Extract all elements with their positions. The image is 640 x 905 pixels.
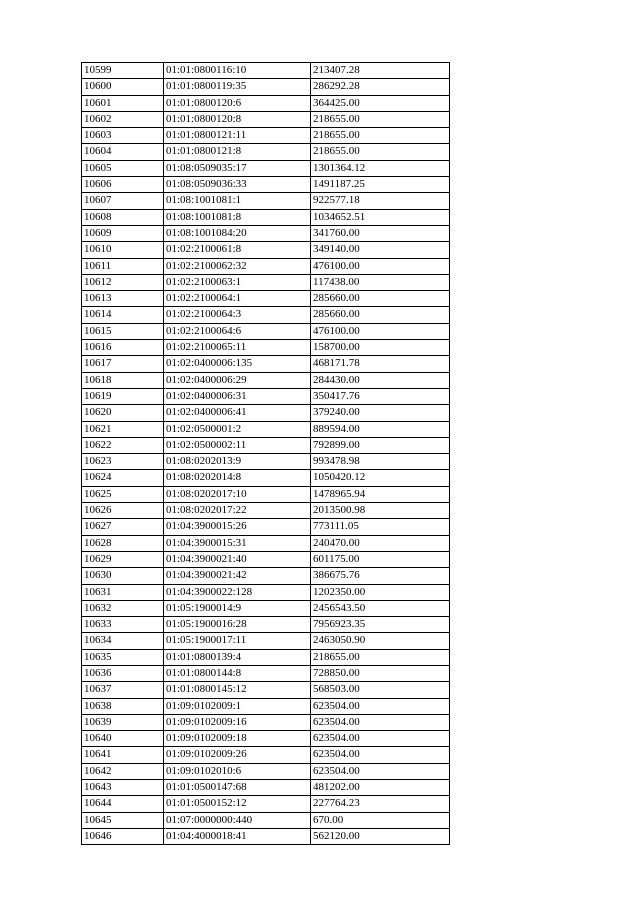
table-row: [82, 242, 450, 258]
cadastral-number-cell: 01:02:2100064:6: [164, 323, 311, 339]
value-cell: 2456543.50: [311, 600, 450, 616]
row-number-cell: 10639: [82, 714, 164, 730]
table-row: [82, 274, 450, 290]
cadastral-number-cell: 01:02:0500002:11: [164, 437, 311, 453]
value-cell: 349140.00: [311, 242, 450, 258]
cadastral-number-cell: 01:04:3900015:31: [164, 535, 311, 551]
cadastral-number-cell: 01:08:0202017:22: [164, 503, 311, 519]
cadastral-number-cell: 01:01:0800120:8: [164, 111, 311, 127]
table-row: [82, 307, 450, 323]
value-cell: 158700.00: [311, 340, 450, 356]
row-number-cell: 10638: [82, 698, 164, 714]
value-cell: 623504.00: [311, 747, 450, 763]
cadastral-number-cell: 01:02:0400006:41: [164, 405, 311, 421]
value-cell: 1301364.12: [311, 160, 450, 176]
value-cell: 476100.00: [311, 258, 450, 274]
row-number-cell: 10625: [82, 486, 164, 502]
table-row: [82, 486, 450, 502]
row-number-cell: 10644: [82, 796, 164, 812]
cadastral-number-cell: 01:08:1001084:20: [164, 225, 311, 241]
table-row: [82, 177, 450, 193]
table-row: [82, 600, 450, 616]
row-number-cell: 10631: [82, 584, 164, 600]
cadastral-number-cell: 01:04:4000018:41: [164, 828, 311, 844]
cadastral-number-cell: 01:02:2100061:8: [164, 242, 311, 258]
row-number-cell: 10606: [82, 177, 164, 193]
row-number-cell: 10628: [82, 535, 164, 551]
table-row: [82, 356, 450, 372]
cadastral-number-cell: 01:02:0400006:31: [164, 388, 311, 404]
table-row: [82, 617, 450, 633]
cadastral-number-cell: 01:01:0800121:11: [164, 128, 311, 144]
row-number-cell: 10622: [82, 437, 164, 453]
value-cell: 623504.00: [311, 698, 450, 714]
row-number-cell: 10645: [82, 812, 164, 828]
cadastral-number-cell: 01:04:3900021:40: [164, 551, 311, 567]
cadastral-number-cell: 01:09:0102009:1: [164, 698, 311, 714]
table-row: [82, 763, 450, 779]
value-cell: 1478965.94: [311, 486, 450, 502]
cadastral-number-cell: 01:01:0800121:8: [164, 144, 311, 160]
row-number-cell: 10636: [82, 665, 164, 681]
table-row: [82, 225, 450, 241]
table-row: [82, 747, 450, 763]
row-number-cell: 10619: [82, 388, 164, 404]
value-cell: 568503.00: [311, 682, 450, 698]
cadastral-number-cell: 01:08:0202013:9: [164, 454, 311, 470]
value-cell: 601175.00: [311, 551, 450, 567]
table-body: [82, 63, 450, 845]
row-number-cell: 10613: [82, 291, 164, 307]
cadastral-number-cell: 01:09:0102009:26: [164, 747, 311, 763]
row-number-cell: 10618: [82, 372, 164, 388]
row-number-cell: 10627: [82, 519, 164, 535]
value-cell: 240470.00: [311, 535, 450, 551]
cadastral-number-cell: 01:02:0400006:29: [164, 372, 311, 388]
row-number-cell: 10607: [82, 193, 164, 209]
cadastral-number-cell: 01:08:0202014:8: [164, 470, 311, 486]
cadastral-number-cell: 01:02:2100064:3: [164, 307, 311, 323]
value-cell: 218655.00: [311, 128, 450, 144]
value-cell: 773111.05: [311, 519, 450, 535]
row-number-cell: 10615: [82, 323, 164, 339]
table-row: [82, 503, 450, 519]
row-number-cell: 10609: [82, 225, 164, 241]
table-row: [82, 291, 450, 307]
row-number-cell: 10630: [82, 568, 164, 584]
value-cell: 562120.00: [311, 828, 450, 844]
cadastral-number-cell: 01:09:0102010:6: [164, 763, 311, 779]
row-number-cell: 10617: [82, 356, 164, 372]
value-cell: 213407.28: [311, 63, 450, 79]
value-cell: 993478.98: [311, 454, 450, 470]
value-cell: 341760.00: [311, 225, 450, 241]
table-row: [82, 665, 450, 681]
table-row: [82, 128, 450, 144]
value-cell: 284430.00: [311, 372, 450, 388]
table-row: [82, 437, 450, 453]
cadastral-number-cell: 01:01:0500147:68: [164, 780, 311, 796]
value-cell: 218655.00: [311, 649, 450, 665]
cadastral-number-cell: 01:01:0800139:4: [164, 649, 311, 665]
row-number-cell: 10623: [82, 454, 164, 470]
row-number-cell: 10633: [82, 617, 164, 633]
row-number-cell: 10612: [82, 274, 164, 290]
cadastral-number-cell: 01:01:0800120:6: [164, 95, 311, 111]
table-row: [82, 568, 450, 584]
value-cell: 623504.00: [311, 763, 450, 779]
row-number-cell: 10634: [82, 633, 164, 649]
cadastral-number-cell: 01:02:2100063:1: [164, 274, 311, 290]
table-row: [82, 340, 450, 356]
data-table: [81, 62, 450, 845]
cadastral-number-cell: 01:04:3900022:128: [164, 584, 311, 600]
row-number-cell: 10641: [82, 747, 164, 763]
value-cell: 922577.18: [311, 193, 450, 209]
row-number-cell: 10611: [82, 258, 164, 274]
value-cell: 218655.00: [311, 111, 450, 127]
value-cell: 476100.00: [311, 323, 450, 339]
table-row: [82, 388, 450, 404]
value-cell: 285660.00: [311, 291, 450, 307]
table-row: [82, 421, 450, 437]
value-cell: 285660.00: [311, 307, 450, 323]
row-number-cell: 10632: [82, 600, 164, 616]
value-cell: 2463050.90: [311, 633, 450, 649]
row-number-cell: 10629: [82, 551, 164, 567]
table-row: [82, 519, 450, 535]
table-row: [82, 698, 450, 714]
table-row: [82, 796, 450, 812]
cadastral-number-cell: 01:09:0102009:18: [164, 731, 311, 747]
row-number-cell: 10601: [82, 95, 164, 111]
row-number-cell: 10626: [82, 503, 164, 519]
value-cell: 1491187.25: [311, 177, 450, 193]
cadastral-number-cell: 01:02:0400006:135: [164, 356, 311, 372]
table-row: [82, 160, 450, 176]
cadastral-number-cell: 01:01:0500152:12: [164, 796, 311, 812]
cadastral-number-cell: 01:02:2100062:32: [164, 258, 311, 274]
table-row: [82, 209, 450, 225]
value-cell: 1050420.12: [311, 470, 450, 486]
row-number-cell: 10603: [82, 128, 164, 144]
row-number-cell: 10642: [82, 763, 164, 779]
value-cell: 364425.00: [311, 95, 450, 111]
table-row: [82, 551, 450, 567]
table-row: [82, 812, 450, 828]
table-row: [82, 258, 450, 274]
table-row: [82, 79, 450, 95]
row-number-cell: 10616: [82, 340, 164, 356]
table-row: [82, 682, 450, 698]
value-cell: 386675.76: [311, 568, 450, 584]
cadastral-number-cell: 01:02:2100065:11: [164, 340, 311, 356]
cadastral-number-cell: 01:01:0800119:35: [164, 79, 311, 95]
table-row: [82, 731, 450, 747]
value-cell: 1202350.00: [311, 584, 450, 600]
table-row: [82, 633, 450, 649]
value-cell: 728850.00: [311, 665, 450, 681]
value-cell: 286292.28: [311, 79, 450, 95]
cadastral-number-cell: 01:04:3900021:42: [164, 568, 311, 584]
row-number-cell: 10643: [82, 780, 164, 796]
table-row: [82, 95, 450, 111]
table-row: [82, 584, 450, 600]
row-number-cell: 10599: [82, 63, 164, 79]
table-row: [82, 714, 450, 730]
cadastral-number-cell: 01:04:3900015:26: [164, 519, 311, 535]
row-number-cell: 10621: [82, 421, 164, 437]
table-row: [82, 535, 450, 551]
row-number-cell: 10600: [82, 79, 164, 95]
value-cell: 792899.00: [311, 437, 450, 453]
cadastral-number-cell: 01:09:0102009:16: [164, 714, 311, 730]
table-row: [82, 470, 450, 486]
cadastral-number-cell: 01:08:0509036:33: [164, 177, 311, 193]
value-cell: 7956923.35: [311, 617, 450, 633]
value-cell: 481202.00: [311, 780, 450, 796]
cadastral-number-cell: 01:08:0202017:10: [164, 486, 311, 502]
table-row: [82, 144, 450, 160]
row-number-cell: 10640: [82, 731, 164, 747]
cadastral-number-cell: 01:05:1900017:11: [164, 633, 311, 649]
row-number-cell: 10635: [82, 649, 164, 665]
value-cell: 117438.00: [311, 274, 450, 290]
row-number-cell: 10602: [82, 111, 164, 127]
value-cell: 623504.00: [311, 731, 450, 747]
table-row: [82, 323, 450, 339]
value-cell: 468171.78: [311, 356, 450, 372]
cadastral-number-cell: 01:05:1900016:28: [164, 617, 311, 633]
table-row: [82, 63, 450, 79]
row-number-cell: 10605: [82, 160, 164, 176]
cadastral-number-cell: 01:08:0509035:17: [164, 160, 311, 176]
row-number-cell: 10637: [82, 682, 164, 698]
row-number-cell: 10646: [82, 828, 164, 844]
row-number-cell: 10624: [82, 470, 164, 486]
cadastral-number-cell: 01:08:1001081:1: [164, 193, 311, 209]
cadastral-number-cell: 01:08:1001081:8: [164, 209, 311, 225]
row-number-cell: 10614: [82, 307, 164, 323]
cadastral-number-cell: 01:01:0800116:10: [164, 63, 311, 79]
value-cell: 2013500.98: [311, 503, 450, 519]
value-cell: 889594.00: [311, 421, 450, 437]
table-row: [82, 405, 450, 421]
cadastral-number-cell: 01:05:1900014:9: [164, 600, 311, 616]
row-number-cell: 10608: [82, 209, 164, 225]
table-row: [82, 193, 450, 209]
table-row: [82, 649, 450, 665]
cadastral-number-cell: 01:02:0500001:2: [164, 421, 311, 437]
value-cell: 350417.76: [311, 388, 450, 404]
cadastral-number-cell: 01:07:0000000:440: [164, 812, 311, 828]
cadastral-number-cell: 01:02:2100064:1: [164, 291, 311, 307]
value-cell: 218655.00: [311, 144, 450, 160]
table-row: [82, 828, 450, 844]
row-number-cell: 10620: [82, 405, 164, 421]
table-row: [82, 780, 450, 796]
table-row: [82, 454, 450, 470]
table-row: [82, 111, 450, 127]
value-cell: 1034652.51: [311, 209, 450, 225]
value-cell: 670.00: [311, 812, 450, 828]
value-cell: 227764.23: [311, 796, 450, 812]
cadastral-number-cell: 01:01:0800145:12: [164, 682, 311, 698]
cadastral-number-cell: 01:01:0800144:8: [164, 665, 311, 681]
value-cell: 623504.00: [311, 714, 450, 730]
value-cell: 379240.00: [311, 405, 450, 421]
table-row: [82, 372, 450, 388]
row-number-cell: 10610: [82, 242, 164, 258]
row-number-cell: 10604: [82, 144, 164, 160]
